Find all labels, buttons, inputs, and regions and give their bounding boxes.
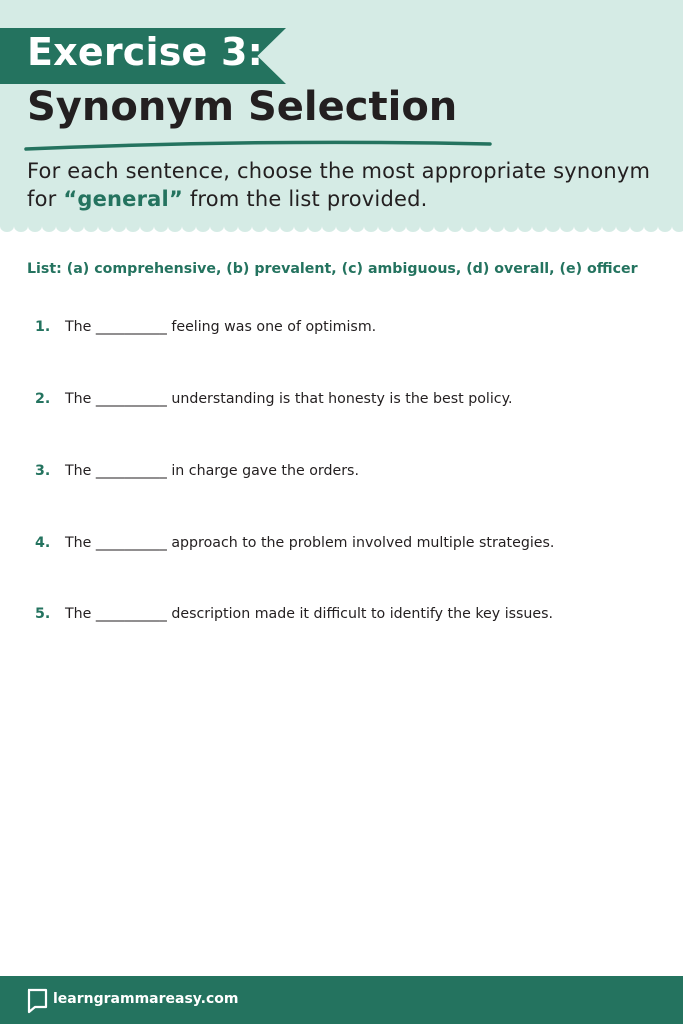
exercise-number: Exercise 3: — [27, 30, 263, 74]
exercise-item — [35, 463, 665, 487]
item-sentence: The __________ understanding is that honesty is the best policy. — [65, 391, 513, 407]
site-link[interactable]: learngrammareasy.com — [53, 991, 239, 1007]
item-sentence: The __________ feeling was one of optimism. — [65, 319, 377, 335]
exercise-item — [35, 535, 665, 559]
item-number: 1. — [35, 319, 51, 335]
page-title: Synonym Selection — [27, 84, 458, 130]
speech-bubble-icon — [26, 988, 48, 1014]
item-sentence: The __________ approach to the problem involved multiple strategies. — [65, 535, 555, 551]
exercise-item — [35, 606, 665, 630]
item-number: 3. — [35, 463, 51, 479]
item-number: 2. — [35, 391, 51, 407]
instructions-text-end: from the list provided. — [182, 187, 428, 211]
title-underline — [22, 136, 494, 156]
target-word: “general” — [63, 187, 183, 211]
instructions — [27, 157, 657, 213]
item-sentence: The __________ description made it difficult to identify the key issues. — [65, 606, 554, 622]
item-number: 5. — [35, 606, 51, 622]
word-list: List: (a) comprehensive, (b) prevalent, (c) ambiguous, (d) overall, (e) officer — [27, 261, 638, 277]
item-sentence: The __________ in charge gave the orders. — [65, 463, 359, 479]
item-number: 4. — [35, 535, 51, 551]
exercise-item — [35, 319, 665, 343]
instructions-text: For each sentence, choose the most appropriate synonym for — [27, 159, 651, 211]
footer — [0, 976, 683, 1024]
exercise-item — [35, 391, 665, 415]
scalloped-edge — [0, 222, 683, 232]
